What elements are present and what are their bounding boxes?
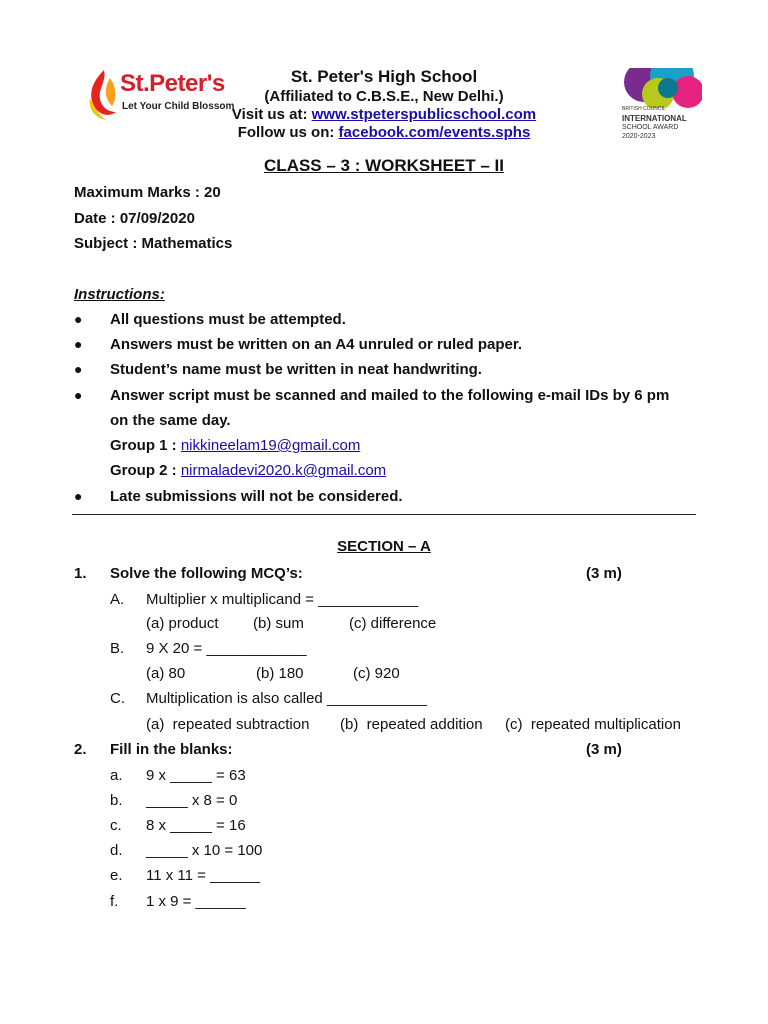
mcq-option: (b) repeated addition xyxy=(340,716,483,733)
question-marks: (3 m) xyxy=(586,741,622,758)
logo-tagline: Let Your Child Blossom xyxy=(122,101,235,112)
mcq-option: (b) sum xyxy=(253,615,304,632)
bullet-icon: ● xyxy=(74,488,83,504)
international-school-award-badge xyxy=(622,68,702,144)
question-text: Solve the following MCQ’s: xyxy=(110,565,303,582)
mcq-option: (a) product xyxy=(146,615,219,632)
award-years: 2020-2023 xyxy=(622,133,656,140)
mcq-question: Multiplier x multiplicand = ____________ xyxy=(146,591,419,608)
blank-label: d. xyxy=(110,842,123,859)
blank-question: _____ x 10 = 100 xyxy=(146,842,263,859)
instruction-item: Answer script must be scanned and mailed to the following e-mail IDs by 6 pm xyxy=(110,387,670,404)
mcq-option: (c) 920 xyxy=(353,665,400,682)
mcq-option: (b) 180 xyxy=(256,665,304,682)
mcq-question: Multiplication is also called ____________ xyxy=(146,690,428,707)
school-header xyxy=(200,66,568,142)
bullet-icon: ● xyxy=(74,387,83,403)
award-line1: INTERNATIONAL xyxy=(622,114,687,123)
divider xyxy=(72,514,696,515)
affiliation: (Affiliated to C.B.S.E., New Delhi.) xyxy=(264,88,504,105)
mcq-option: (a) 80 xyxy=(146,665,186,682)
logo-brand-text: St.Peter's xyxy=(120,70,225,97)
question-marks: (3 m) xyxy=(586,565,622,582)
group1-label: Group 1 : xyxy=(110,437,177,454)
blank-question: 1 x 9 = ______ xyxy=(146,893,246,910)
worksheet-title: CLASS – 3 : WORKSHEET – II xyxy=(264,156,504,175)
group1-email-link[interactable]: nikkineelam19@gmail.com xyxy=(180,437,361,454)
instruction-item: Student’s name must be written in neat handwriting. xyxy=(110,361,482,378)
award-circles-icon xyxy=(622,68,702,108)
question-number: 2. xyxy=(74,741,87,758)
website-line xyxy=(200,106,568,124)
mcq-label: C. xyxy=(110,690,125,707)
mcq-option: (a) repeated subtraction xyxy=(146,716,310,733)
blank-label: c. xyxy=(110,817,122,834)
school-name: St. Peter's High School xyxy=(290,67,478,86)
subject: Subject : Mathematics xyxy=(74,235,233,252)
group1-line xyxy=(110,437,360,454)
blank-label: f. xyxy=(110,893,119,910)
flame-logo-icon xyxy=(84,68,124,122)
question-text: Fill in the blanks: xyxy=(110,741,233,758)
blank-label: a. xyxy=(110,767,123,784)
blank-question: 8 x _____ = 16 xyxy=(146,817,246,834)
group2-email-link[interactable]: nirmaladevi2020.k@gmail.com xyxy=(180,462,387,479)
mcq-option: (c) difference xyxy=(349,615,437,632)
mcq-label: A. xyxy=(110,591,125,608)
group2-line xyxy=(110,462,386,479)
date: Date : 07/09/2020 xyxy=(74,210,195,227)
facebook-line xyxy=(200,124,568,142)
section-a-heading: SECTION – A xyxy=(337,538,431,555)
blank-question: _____ x 8 = 0 xyxy=(146,792,238,809)
follow-label: Follow us on: xyxy=(237,124,335,141)
blank-question: 11 x 11 = ______ xyxy=(146,867,261,884)
award-text xyxy=(622,114,687,141)
award-org: BRITISH COUNCIL xyxy=(622,106,666,112)
award-line2: SCHOOL AWARD xyxy=(622,124,679,131)
blank-label: b. xyxy=(110,792,123,809)
bullet-icon: ● xyxy=(74,311,83,327)
instructions-heading: Instructions: xyxy=(74,286,165,303)
mcq-option: (c) repeated multiplication xyxy=(505,716,681,733)
website-link[interactable]: www.stpeterspublicschool.com xyxy=(311,106,537,123)
group2-label: Group 2 : xyxy=(110,462,177,479)
visit-label: Visit us at: xyxy=(231,106,308,123)
mcq-label: B. xyxy=(110,640,125,657)
bullet-icon: ● xyxy=(74,361,83,377)
facebook-link[interactable]: facebook.com/events.sphs xyxy=(338,124,531,141)
instruction-item-continued: on the same day. xyxy=(110,412,231,429)
blank-question: 9 x _____ = 63 xyxy=(146,767,246,784)
instruction-item: Answers must be written on an A4 unruled or ruled paper. xyxy=(110,336,523,353)
blank-label: e. xyxy=(110,867,123,884)
maximum-marks: Maximum Marks : 20 xyxy=(74,184,221,201)
instruction-item: All questions must be attempted. xyxy=(110,311,346,328)
mcq-question: 9 X 20 = ____________ xyxy=(146,640,307,657)
bullet-icon: ● xyxy=(74,336,83,352)
instruction-item: Late submissions will not be considered. xyxy=(110,488,403,505)
question-number: 1. xyxy=(74,565,87,582)
